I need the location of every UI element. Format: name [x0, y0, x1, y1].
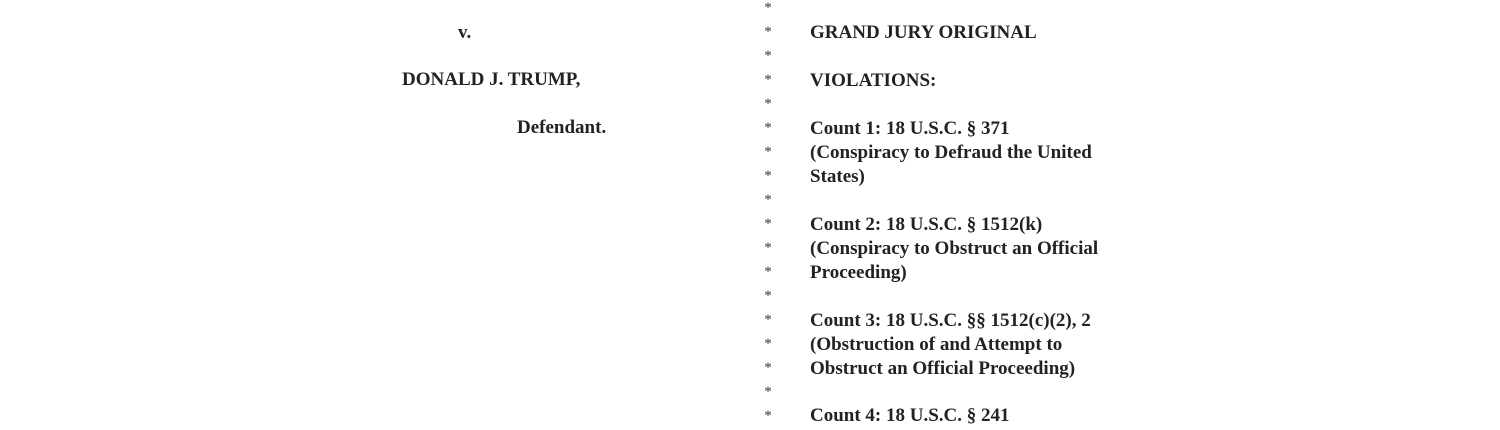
- count-description-line: Proceeding): [810, 262, 907, 283]
- count-statute: Count 3: 18 U.S.C. §§ 1512(c)(2), 2: [810, 310, 1091, 331]
- count-description-line: (Obstruction of and Attempt to: [810, 334, 1063, 355]
- divider-star: *: [764, 72, 772, 88]
- divider-star: *: [764, 264, 772, 280]
- count-2: [810, 213, 1098, 285]
- count-description-line: States): [810, 166, 865, 187]
- divider-star: *: [764, 384, 772, 400]
- divider-star: *: [764, 168, 772, 184]
- count-3: [810, 309, 1091, 381]
- divider-star: *: [764, 288, 772, 304]
- divider-star: *: [764, 0, 772, 16]
- divider-star: *: [764, 312, 772, 328]
- count-statute: Count 2: 18 U.S.C. § 1512(k): [810, 214, 1043, 235]
- divider-star: *: [764, 336, 772, 352]
- divider-star: *: [764, 408, 772, 424]
- violations-heading: VIOLATIONS:: [810, 70, 937, 91]
- count-1: [810, 117, 1092, 189]
- count-4: [810, 404, 1010, 428]
- defendant-label: Defendant.: [517, 117, 607, 138]
- count-statute: Count 4: 18 U.S.C. § 241: [810, 405, 1010, 426]
- divider-star: *: [764, 24, 772, 40]
- count-description-line: (Conspiracy to Obstruct an Official: [810, 238, 1099, 259]
- divider-star: *: [764, 96, 772, 112]
- grand-jury-header: GRAND JURY ORIGINAL: [810, 22, 1037, 43]
- divider-star: *: [764, 120, 772, 136]
- count-statute: Count 1: 18 U.S.C. § 371: [810, 118, 1010, 139]
- divider-star: *: [764, 360, 772, 376]
- divider-star: *: [764, 240, 772, 256]
- divider-star: *: [764, 144, 772, 160]
- versus-label: v.: [458, 22, 472, 43]
- count-description-line: (Conspiracy to Defraud the United: [810, 142, 1092, 163]
- divider-star: *: [764, 216, 772, 232]
- divider-star: *: [764, 192, 772, 208]
- defendant-name: DONALD J. TRUMP,: [402, 69, 581, 90]
- divider-star: *: [764, 48, 772, 64]
- count-description-line: Obstruct an Official Proceeding): [810, 358, 1076, 379]
